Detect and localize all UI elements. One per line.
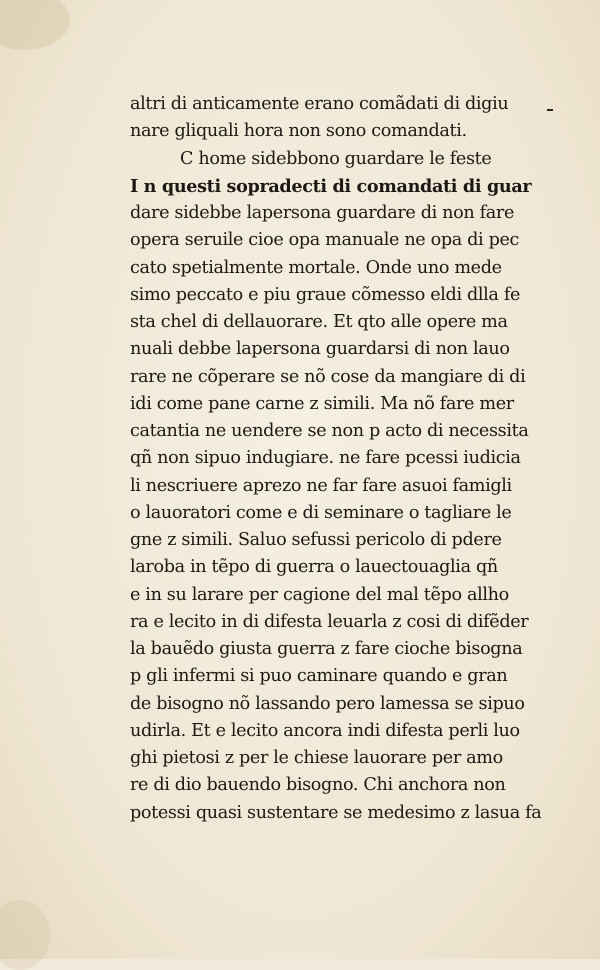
text-line: p gli infermi si puo caminare quando e gran <box>130 666 508 687</box>
text-line: udirla. Et e lecito ancora indi difesta perli luo <box>130 720 520 741</box>
text-line: e in su larare per cagione del mal tẽpo allho <box>130 584 509 605</box>
text-line: catantia ne uendere se non p acto di necessita <box>130 421 529 441</box>
text-line: laroba in tẽpo di guerra o lauectouaglia qñ <box>130 557 498 578</box>
text-line: nare gliquali hora non sono comandati. <box>130 121 467 142</box>
text-line: dare sidebbe lapersona guardare di non fare <box>130 203 515 223</box>
section-heading: C home sidebbono guardare le feste <box>180 148 492 169</box>
text-line: opera seruile cioe opa manuale ne opa di pec <box>130 230 520 251</box>
text-line: altri di anticamente erano comãdati di digiu <box>130 94 509 114</box>
text-line: sta chel di dellauorare. Et qto alle opere ma <box>130 312 508 332</box>
text-line: re di dio bauendo bisogno. Chi anchora non <box>130 775 506 796</box>
text-line: I n questi sopradecti di comandati di guar <box>130 175 532 197</box>
paper-stain <box>0 0 70 50</box>
text-line: qñ non sipuo indugiare. ne fare pcessi iudicia <box>130 448 521 469</box>
text-line: rare ne cõperare se nõ cose da mangiare di di <box>130 366 526 387</box>
text-line: nuali debbe lapersona guardarsi di non lauo <box>130 339 510 360</box>
text-line: de bisogno nõ lassando pero lamessa se sipuo <box>130 693 525 714</box>
text-line: ra e lecito in di difesta leuarla z cosi di difẽder <box>130 611 529 632</box>
text-block <box>130 91 550 827</box>
text-line: idi come pane carne z simili. Ma nõ fare mer <box>130 393 514 414</box>
text-line: li nescriuere aprezo ne far fare asuoi famigli <box>130 475 512 496</box>
text-line: potessi quasi sustentare se medesimo z lasua fa <box>130 802 542 823</box>
text-line: ghi pietosi z per le chiese lauorare per amo <box>130 748 503 768</box>
paper-stain <box>0 900 50 970</box>
text-line: gne z simili. Saluo sefussi pericolo di pdere <box>130 530 502 550</box>
text-line: o lauoratori come e di seminare o tagliare le <box>130 502 512 523</box>
text-line: la bauẽdo giusta guerra z fare cioche bisogna <box>130 639 523 659</box>
text-line: simo peccato e piu graue cõmesso eldi dlla fe <box>130 284 521 305</box>
text-line: cato spetialmente mortale. Onde uno mede <box>130 257 502 278</box>
